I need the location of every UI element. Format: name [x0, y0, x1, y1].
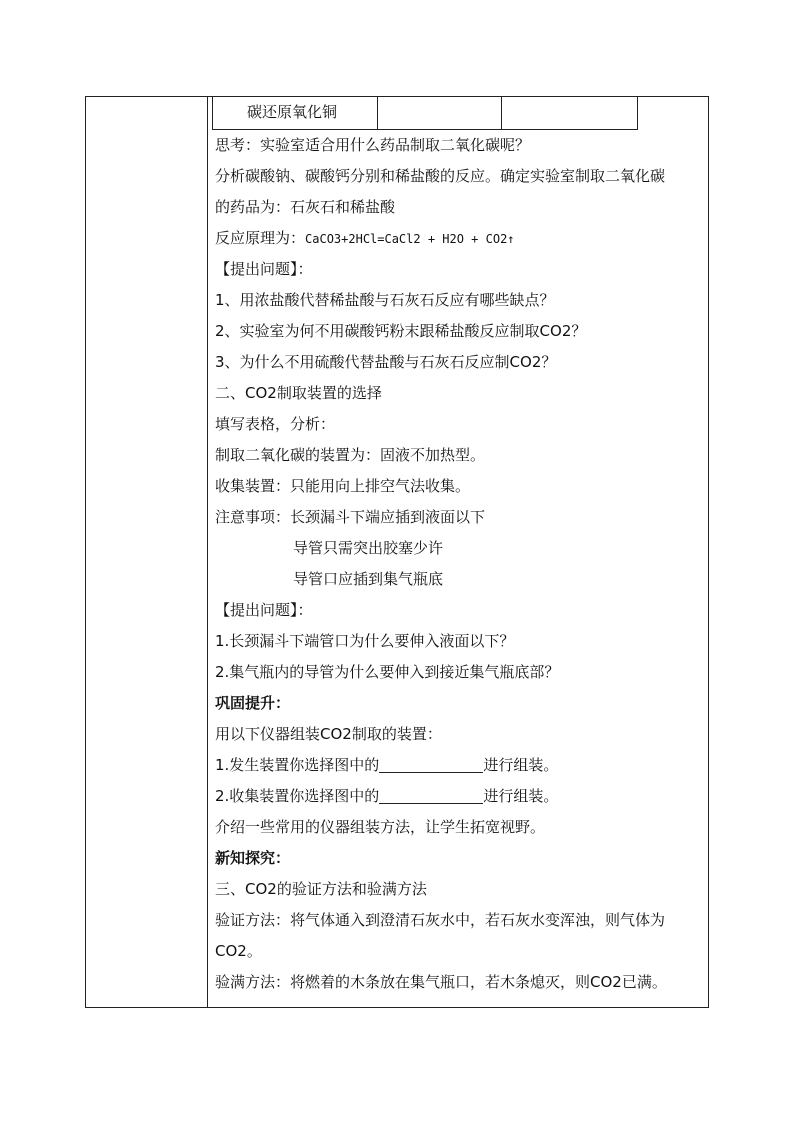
reaction-label: 反应原理为： [215, 229, 306, 247]
document-content [215, 130, 705, 998]
reaction-line [215, 223, 705, 254]
text-line: 分析碳酸钠、碳酸钙分别和稀盐酸的反应。确定实验室制取二氧化碳 [215, 167, 666, 185]
answer-blank[interactable] [379, 754, 483, 773]
text-line: 制取二氧化碳的装置为：固液不加热型。 [215, 446, 486, 464]
table-cell-empty-2 [502, 96, 637, 129]
section-heading-bold: 新知探究： [215, 849, 291, 867]
column-divider [207, 97, 208, 1007]
fill-in-prefix: 2.收集装置你选择图中的 [215, 787, 380, 805]
text-line: 收集装置：只能用向上排空气法收集。 [215, 477, 471, 495]
fill-in-prefix: 1.发生装置你选择图中的 [215, 756, 380, 774]
fill-in-suffix: 进行组装。 [483, 756, 559, 774]
question-item: 2.集气瓶内的导管为什么要伸入到接近集气瓶底部？ [215, 663, 560, 681]
table-cell-empty-1 [378, 96, 502, 129]
text-line: 介绍一些常用的仪器组装方法，让学生拓宽视野。 [215, 818, 546, 836]
question-item: 1、用浓盐酸代替稀盐酸与石灰石反应有哪些缺点？ [215, 291, 555, 309]
question-item: 3、为什么不用硫酸代替盐酸与石灰石反应制CO2？ [215, 353, 557, 371]
note-item: 导管只需突出胶塞少许 [293, 539, 444, 557]
text-line: CO2。 [215, 942, 262, 960]
question-item: 1.长颈漏斗下端管口为什么要伸入液面以下？ [215, 632, 515, 650]
fill-in-line [215, 781, 705, 812]
section-heading: 【提出问题】： [215, 260, 313, 278]
text-line: 验证方法：将气体通入到澄清石灰水中，若石灰水变浑浊，则气体为 [215, 911, 666, 929]
text-line: 验满方法：将燃着的木条放在集气瓶口，若木条熄灭，则CO2已满。 [215, 973, 667, 991]
note-item: 导管口应插到集气瓶底 [293, 570, 444, 588]
section-heading-bold: 巩固提升： [215, 694, 291, 712]
text-line: 注意事项：长颈漏斗下端应插到液面以下 [215, 508, 486, 526]
text-line: 填写表格，分析： [215, 415, 336, 433]
inner-table [212, 96, 638, 130]
text-line: 的药品为：石灰石和稀盐酸 [215, 198, 396, 216]
table-cell-reaction: 碳还原氧化铜 [213, 96, 378, 129]
fill-in-line [215, 750, 705, 781]
fill-in-suffix: 进行组装。 [483, 787, 559, 805]
text-line: 用以下仪器组装CO2制取的装置： [215, 725, 442, 743]
answer-blank[interactable] [379, 785, 483, 804]
question-item: 2、实验室为何不用碳酸钙粉末跟稀盐酸反应制取CO2？ [215, 322, 587, 340]
chemical-equation: CaCO3+2HCl=CaCl2 + H2O + CO2↑ [305, 232, 515, 246]
section-heading: 三、CO2的验证方法和验满方法 [215, 880, 427, 898]
text-line: 思考：实验室适合用什么药品制取二氧化碳呢？ [215, 136, 531, 154]
section-heading: 【提出问题】： [215, 601, 313, 619]
section-heading: 二、CO2制取装置的选择 [215, 384, 382, 402]
